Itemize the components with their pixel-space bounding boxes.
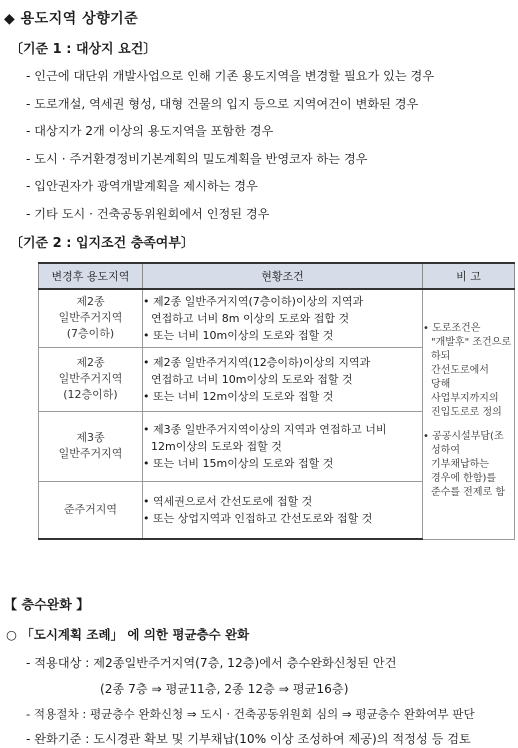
condition-cell: [143, 481, 423, 539]
zone-line: (12층이하): [63, 388, 118, 401]
remark-line: 당해: [431, 379, 451, 391]
list-item: - 도시 · 주거환경정비기본계획의 밀도계획을 반영코자 하는 경우: [26, 152, 368, 166]
zone-line: 일반주거지역: [58, 372, 123, 385]
section-title: [4, 8, 138, 28]
zone-cell: [39, 411, 143, 481]
remarks-cell: [423, 289, 515, 539]
column-header: 현황조건: [143, 263, 423, 289]
remark-line: 진입도로로 정의: [431, 407, 502, 419]
zone-cell: [39, 481, 143, 539]
remark-note: [423, 322, 514, 420]
remark-line: 성하여: [431, 445, 460, 457]
list-item: - 도로개설, 역세권 형성, 대형 건물의 입지 등으로 지역여건이 변화된 경우: [26, 97, 419, 111]
remark-line: 준수를 전제로 함: [431, 487, 505, 499]
condition-line: • 역세권으로서 간선도로에 접할 것: [143, 494, 313, 508]
list-item: - 적용절차 : 평균층수 완화신청 ⇒ 도시 · 건축공동위원회 심의 ⇒ 평균층수 완화여부 판단: [26, 707, 475, 721]
zone-line: (7층이하): [66, 327, 115, 341]
zone-cell: [39, 347, 143, 411]
zone-line: 일반주거지역: [58, 311, 123, 325]
condition-line: • 또는 너비 10m이상의 도로와 접할 것: [143, 328, 334, 342]
table-header-row: [39, 263, 515, 289]
condition-line: 12m이상의 도로와 접할 것: [151, 439, 282, 453]
remark-line: 사업부지까지의: [431, 393, 499, 405]
list-item: - 대상지가 2개 이상의 용도지역을 포함한 경우: [26, 124, 274, 138]
zone-line: 준주거지역: [63, 502, 118, 516]
remark-note: [423, 430, 514, 500]
remark-line: 간선도로에서: [431, 365, 489, 377]
condition-line: • 제3종 일반주거지역이상의 지역과 연접하고 너비: [143, 422, 387, 436]
list-item: - 적용대상 : 제2종일반주거지역(7층, 12층)에서 층수완화신청된 안건: [26, 656, 397, 670]
criteria2-heading: 〔기준 2 : 입지조건 충족여부〕: [10, 236, 194, 251]
list-item: - 입안권자가 광역개발계획을 제시하는 경우: [26, 179, 258, 193]
condition-line: • 또는 너비 15m이상의 도로와 접할 것: [143, 456, 334, 470]
remark-line: 기부채납하는: [431, 459, 489, 471]
list-item: - 기타 도시 · 건축공동위원회에서 인정된 경우: [26, 207, 270, 221]
remark-line: "개발후" 조건으로: [431, 337, 511, 349]
condition-line: 연접하고 너비 10m이상의 도로와 접할 것: [151, 372, 353, 386]
diamond-icon: ◆: [4, 11, 16, 27]
criteria1-heading: 〔기준 1 : 대상지 요건〕: [10, 42, 157, 57]
remark-line: • 도로조건은: [423, 323, 481, 335]
zone-cell: [39, 289, 143, 347]
list-item: - 인근에 대단위 개발사업으로 인해 기존 용도지역을 변경할 필요가 있는 경우: [26, 69, 435, 83]
condition-line: • 제2종 일반주거지역(12층이하)이상의 지역과: [143, 355, 371, 369]
condition-cell: [143, 411, 423, 481]
list-item: - 완화기준 : 도시경관 확보 및 기부채납(10% 이상 조성하여 제공)의 적정성 등 검토: [26, 732, 471, 746]
condition-cell: [143, 347, 423, 411]
table-row: [39, 289, 515, 347]
condition-line: • 또는 너비 12m이상의 도로와 접할 것: [143, 389, 334, 403]
remark-line: 경우에 한함)를: [431, 473, 497, 485]
zone-line: 제3종: [76, 431, 105, 444]
section-title-text: 용도지역 상향기준: [20, 11, 139, 27]
zone-line: 제2종: [76, 295, 105, 309]
condition-line: • 제2종 일반주거지역(7층이하)이상의 지역과: [143, 294, 364, 308]
zone-line: 제2종: [76, 356, 105, 369]
condition-line: 연접하고 너비 8m 이상의 도로와 접합 것: [151, 311, 350, 325]
remark-line: 하되: [431, 351, 451, 363]
list-item: (2종 7층 ⇒ 평균11층, 2종 12층 ⇒ 평균16층): [100, 682, 349, 696]
conditions-table: [38, 262, 515, 540]
column-header: 변경후 용도지역: [39, 263, 143, 289]
column-header: 비 고: [423, 263, 515, 289]
section2-subtitle: ○ 「도시계획 조례」 에 의한 평균층수 완화: [6, 627, 250, 642]
remark-line: • 공공시설부담(조: [423, 431, 504, 443]
condition-line: • 또는 상업지역과 인접하고 간선도로와 접할 것: [143, 511, 373, 525]
zone-line: 일반주거지역: [58, 447, 123, 460]
condition-cell: [143, 289, 423, 347]
section2-title: 【 층수완화 】: [4, 598, 90, 613]
